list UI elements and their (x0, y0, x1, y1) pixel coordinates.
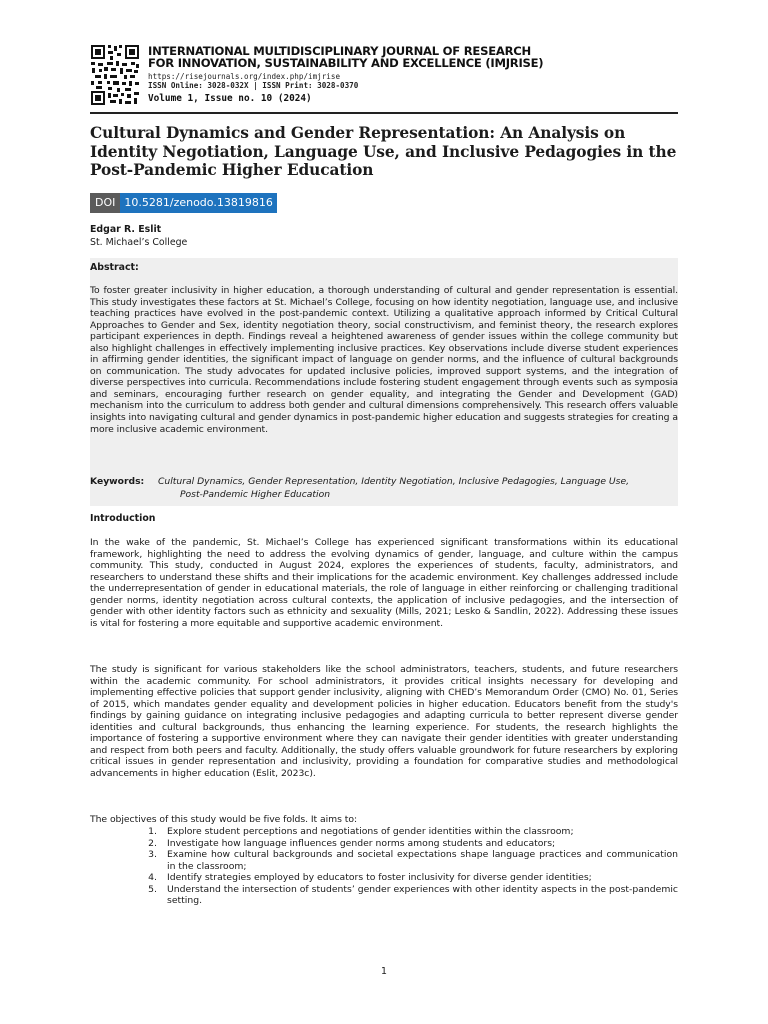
journal-issn: ISSN Online: 3028-032X | ISSN Print: 3028-0370 (148, 81, 359, 90)
list-item (90, 838, 678, 850)
abstract-text: To foster greater inclusivity in higher education, a thorough understanding of cultural and gender representation is essential. This study investigates these factors at St. Michael’s College, focusing on how identity negotiation, language use, and inclusive teaching practices have evolved in the post-pandemic context. Utilizing a qualitative approach informed by Critical Cultural Approaches to Gender and Sex, identity negotiation theory, social constructivism, and feminist theory, the research explores participant experiences in depth. Findings reveal a heightened awareness of gender issues within the college community but also highlight challenges in effectively implementing inclusive practices. Key observations include diverse student experiences in affirming gender identities, the significant impact of language on gender norms, and the influence of cultural backgrounds on communication. The study advocates for updated inclusive policies, improved support systems, and the integration of diverse perspectives into curricula. Recommendations include fostering student engagement through events such as symposia and seminars, encouraging further research on gender equality, and integrating the Gender and Development (GAD) mechanism into the curriculum to address both gender and cultural dimensions comprehensively. This research offers valuable insights into navigating cultural and gender dynamics in post-pandemic higher education and suggests strategies for creating a more inclusive academic environment. (90, 285, 678, 435)
list-item-text: Identify strategies employed by educators to foster inclusivity for diverse gender identities; (167, 872, 592, 884)
paper-page (90, 44, 678, 977)
qr-code-icon (90, 44, 140, 106)
list-item-number: 3. (148, 849, 157, 861)
intro-paragraph-2: The study is significant for various stakeholders like the school administrators, teachers, students, and future researchers within the academic community. For school administrators, it provides critical insights necessary for developing and implementing effective policies that support gender inclusivity, aligning with CHED’s Memorandum Order (CMO) No. 01, Series of 2015, which mandates gender equality and development policies in higher education. Educators benefit from the study's findings by gaining guidance on integrating inclusive pedagogies and adapting curricula to better represent diverse gender identities and cultural backgrounds, thus enhancing the learning experience. For students, the research highlights the importance of fostering a supportive environment where they can navigate their gender identities with greater understanding and respect from both peers and faculty. Additionally, the study offers valuable groundwork for future researchers by exploring critical issues in gender representation and inclusivity, providing a foundation for comparative studies and methodological advancements in higher education (Eslit, 2023c). (90, 664, 678, 779)
list-item (90, 884, 678, 907)
page-number: 1 (381, 966, 387, 977)
keywords-line2: Post-Pandemic Higher Education (180, 488, 331, 500)
journal-url[interactable]: https://risejournals.org/index.php/imjrise (148, 72, 341, 81)
header-rule (90, 112, 678, 114)
list-item-number: 4. (148, 872, 157, 884)
keywords (90, 476, 678, 501)
list-item (90, 826, 678, 838)
journal-title-line1: INTERNATIONAL MULTIDISCIPLINARY JOURNAL OF RESEARCH (148, 44, 531, 58)
list-item-text: Investigate how language influences gender norms among students and educators; (167, 837, 556, 849)
keywords-label: Keywords: (90, 476, 145, 487)
list-item-number: 5. (148, 883, 157, 895)
list-item-number: 1. (148, 826, 157, 837)
list-item-text: Explore student perceptions and negotiations of gender identities within the classroom; (167, 826, 574, 837)
abstract-heading: Abstract: (90, 262, 139, 273)
list-item-text: Understand the intersection of students’ gender experiences with other identity aspects in the post-pandemic setting. (167, 883, 678, 907)
author-name: Edgar R. Eslit (90, 224, 162, 235)
doi-badge[interactable] (90, 193, 277, 213)
introduction-heading: Introduction (90, 513, 156, 524)
list-item-text: Examine how cultural backgrounds and societal expectations shape language practices and communication in the classroom; (167, 849, 678, 872)
list-item-number: 2. (148, 837, 157, 849)
intro-paragraph-1: In the wake of the pandemic, St. Michael’s College has experienced significant transformations within its educational framework, highlighting the need to address the evolving dynamics of gender, language, and culture within the campus community. This study, conducted in August 2024, explores the experiences of students, faculty, administrators, and researchers to understand these shifts and their implications for the academic environment. Key challenges addressed include the underrepresentation of gender in educational materials, the role of language in either reinforcing or challenging traditional gender norms, identity negotiation across cultural contexts, the application of inclusive pedagogies, and the intersection of gender with other identity factors such as ethnicity and sexuality (Mills, 2021; Lesko & Sandlin, 2022). Addressing these issues is vital for fostering a more equitable and supportive academic environment. (90, 537, 678, 629)
doi-link[interactable]: 10.5281/zenodo.13819816 (120, 193, 276, 213)
keywords-line1: Cultural Dynamics, Gender Representation, Identity Negotiation, Inclusive Pedagogies, Language Use, (158, 476, 630, 487)
objectives-intro: The objectives of this study would be five folds. It aims to: (90, 814, 358, 825)
journal-header (90, 44, 678, 112)
list-item (90, 872, 678, 884)
list-item (90, 849, 678, 872)
doi-label: DOI (90, 193, 120, 213)
abstract-box (90, 258, 678, 506)
author-affiliation: St. Michael’s College (90, 237, 188, 248)
objectives-list (90, 826, 678, 907)
journal-title (148, 46, 543, 69)
article-title: Cultural Dynamics and Gender Representation: An Analysis on Identity Negotiation, Language Use, and Inclusive Pedagogies in the Post-Pandemic Higher Education (90, 124, 677, 179)
journal-title-line2: FOR INNOVATION, SUSTAINABILITY AND EXCELLENCE (IMJRISE) (148, 55, 544, 70)
journal-volume: Volume 1, Issue no. 10 (2024) (148, 93, 312, 104)
